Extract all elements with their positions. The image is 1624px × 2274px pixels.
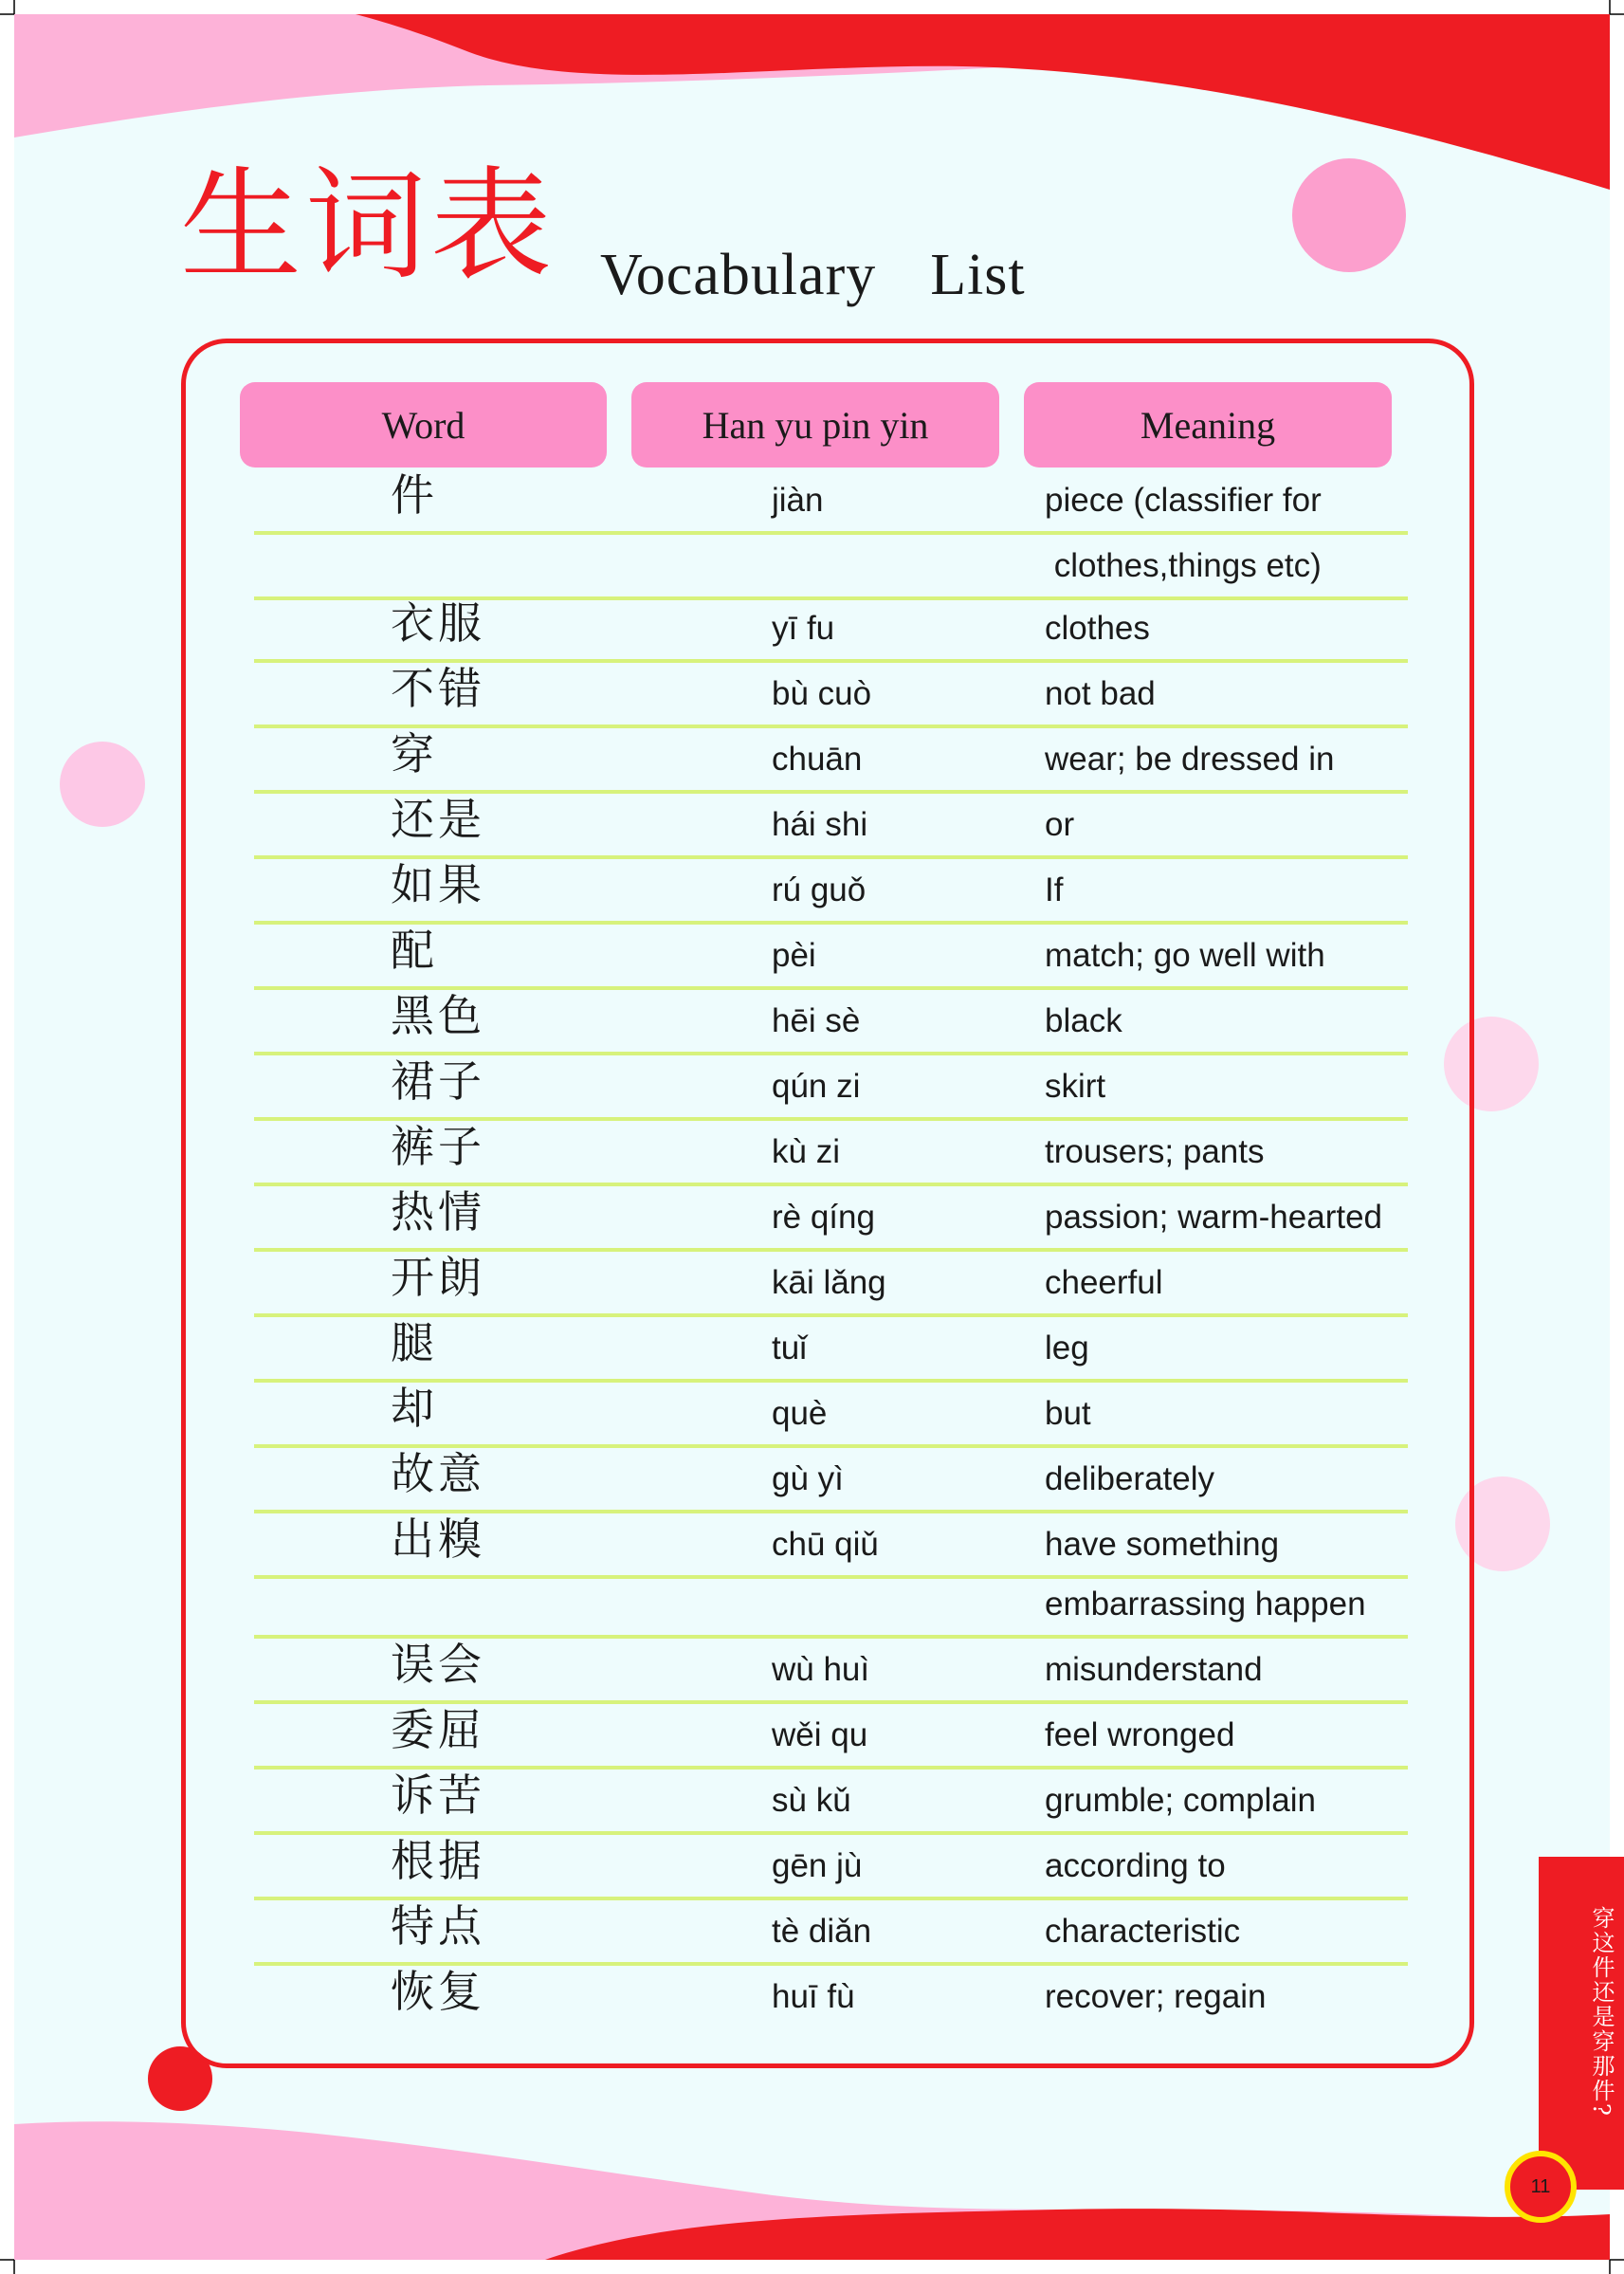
pinyin-cell: què	[772, 1395, 828, 1432]
word-cell: 黑色	[391, 990, 485, 1041]
header-pinyin: Han yu pin yin	[631, 382, 999, 468]
meaning-cell: leg	[1045, 1330, 1089, 1366]
pinyin-cell: huī fù	[772, 1978, 855, 2015]
meaning-cell: clothes	[1045, 610, 1150, 647]
meaning-cell: deliberately	[1045, 1460, 1214, 1497]
word-cell: 故意	[391, 1448, 485, 1499]
pinyin-cell: jiàn	[772, 482, 824, 519]
pinyin-cell: kāi lǎng	[772, 1264, 886, 1301]
meaning-cell: according to	[1045, 1847, 1226, 1884]
pinyin-cell: yī fu	[772, 610, 835, 647]
word-cell: 诉苦	[391, 1770, 485, 1821]
word-cell: 如果	[391, 859, 485, 910]
chapter-side-title: 穿这件还是穿那件?	[1588, 1906, 1615, 2118]
meaning-cell: have something	[1045, 1526, 1280, 1563]
word-cell: 裙子	[391, 1055, 485, 1107]
header-meaning: Meaning	[1024, 382, 1392, 468]
pinyin-cell: pèi	[772, 937, 816, 974]
meaning-cell: wear; be dressed in	[1045, 741, 1335, 778]
page-title-chinese: 生词表	[180, 156, 557, 297]
page-number-badge: 11	[1505, 2151, 1577, 2223]
pinyin-cell: tuǐ	[772, 1330, 807, 1366]
word-cell: 衣服	[391, 597, 485, 649]
meaning-cell: or	[1045, 806, 1075, 843]
pinyin-cell: chuān	[772, 741, 863, 778]
pinyin-cell: hái shi	[772, 806, 868, 843]
meaning-cell: feel wronged	[1045, 1716, 1235, 1753]
pinyin-cell: wù huì	[772, 1651, 870, 1688]
pinyin-cell: hēi sè	[772, 1002, 861, 1039]
page-title-english: Vocabulary List	[600, 243, 1026, 307]
pinyin-cell: tè diǎn	[772, 1913, 872, 1950]
word-cell: 穿	[391, 728, 438, 779]
word-cell: 件	[391, 469, 438, 521]
word-cell: 开朗	[391, 1252, 485, 1303]
word-cell: 配	[391, 925, 438, 976]
meaning-cell: embarrassing happen	[1045, 1586, 1366, 1623]
meaning-cell: recover; regain	[1045, 1978, 1267, 2015]
pinyin-cell: gù yì	[772, 1460, 844, 1497]
meaning-cell: passion; warm-hearted	[1045, 1199, 1382, 1236]
meaning-cell: trousers; pants	[1045, 1133, 1265, 1170]
meaning-cell: skirt	[1045, 1068, 1106, 1105]
pinyin-cell: bù cuò	[772, 675, 872, 712]
word-cell: 恢复	[391, 1966, 485, 2017]
pinyin-cell: sù kǔ	[772, 1782, 851, 1819]
pinyin-cell: kù zi	[772, 1133, 840, 1170]
word-cell: 误会	[391, 1639, 485, 1690]
pinyin-cell: wěi qu	[772, 1716, 868, 1753]
word-cell: 出糗	[391, 1513, 485, 1565]
meaning-cell: grumble; complain	[1045, 1782, 1316, 1819]
word-cell: 腿	[391, 1317, 438, 1368]
meaning-cell: black	[1045, 1002, 1122, 1039]
pinyin-cell: chū qiǔ	[772, 1526, 879, 1563]
pinyin-cell: gēn jù	[772, 1847, 863, 1884]
meaning-cell: characteristic	[1045, 1913, 1241, 1950]
word-cell: 根据	[391, 1835, 485, 1886]
meaning-cell: match; go well with	[1045, 937, 1325, 974]
meaning-cell: cheerful	[1045, 1264, 1163, 1301]
word-cell: 却	[391, 1383, 438, 1434]
meaning-cell: clothes,things etc)	[1045, 547, 1322, 584]
word-cell: 不错	[391, 663, 485, 714]
word-cell: 热情	[391, 1186, 485, 1238]
word-cell: 裤子	[391, 1121, 485, 1172]
pinyin-cell: rú guǒ	[772, 871, 867, 908]
word-cell: 特点	[391, 1900, 485, 1952]
meaning-cell: piece (classifier for	[1045, 482, 1322, 519]
pinyin-cell: qún zi	[772, 1068, 861, 1105]
word-cell: 委屈	[391, 1704, 485, 1755]
meaning-cell: not bad	[1045, 675, 1156, 712]
word-cell: 还是	[391, 794, 485, 845]
header-word: Word	[240, 382, 607, 468]
meaning-cell: If	[1045, 871, 1064, 908]
meaning-cell: but	[1045, 1395, 1091, 1432]
pinyin-cell: rè qíng	[772, 1199, 875, 1236]
meaning-cell: misunderstand	[1045, 1651, 1263, 1688]
